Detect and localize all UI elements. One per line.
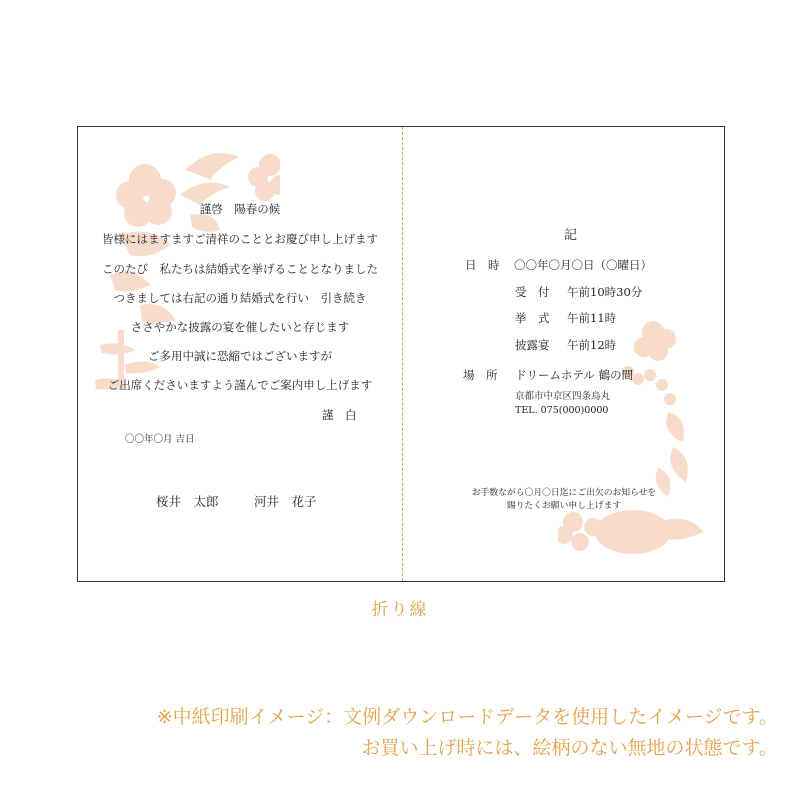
banquet-time: 午前12時 [567, 338, 617, 352]
date-value: 〇〇年〇月〇日（〇曜日） [514, 258, 652, 272]
body-line-2: このたび 私たちは結婚式を挙げることとなりました [102, 262, 378, 276]
body-line-5: ご多用中誠に恐縮ではございますが [148, 349, 332, 363]
fold-line [402, 127, 403, 581]
groom-name: 桜井 太郎 [156, 494, 219, 509]
bride-name: 河井 花子 [254, 494, 317, 509]
closing-phrase: 謹 白 [322, 408, 357, 422]
invitation-card [77, 126, 725, 582]
details-heading: 記 [564, 228, 578, 243]
body-line-6: ご出席くださいますよう謹んでご案内申し上げます [107, 378, 373, 392]
rsvp-line-2: 賜りたくお願い申し上げます [506, 501, 622, 511]
decorative-pattern-right [558, 317, 708, 562]
body-line-4: ささやかな披露の宴を催したいと存じます [130, 320, 350, 334]
reception-label: 受 付 [515, 285, 550, 299]
banquet-label: 披露宴 [515, 338, 550, 352]
ceremony-time: 午前11時 [567, 311, 617, 325]
reception-time: 午前10時30分 [567, 285, 643, 299]
venue-label: 場 所 [463, 368, 498, 382]
ceremony-label: 挙 式 [515, 311, 550, 325]
rsvp-line-1: お手数ながら〇月〇日迄にご出欠のお知らせを [471, 488, 657, 498]
fold-line-label: 折り線 [371, 600, 429, 620]
body-line-1: 皆様にはますますご清祥のこととお慶び申し上げます [102, 232, 378, 246]
date-label: 日 時 [465, 258, 500, 272]
venue-tel: TEL. 075(000)0000 [515, 405, 609, 416]
body-line-3: つきましては右記の通り結婚式を行い 引き続き [113, 291, 367, 305]
opening-greeting: 謹啓 陽春の候 [199, 202, 281, 216]
notice-line-1: ※中紙印刷イメージ：文例ダウンロードデータを使用したイメージです。 [156, 706, 778, 728]
venue-address: 京都市中京区四条烏丸 [515, 391, 611, 402]
venue-name: ドリームホテル 鶴の間 [515, 368, 634, 382]
invitation-date: 〇〇年〇月 吉日 [125, 434, 195, 445]
notice-line-2: お買い上げ時には、絵柄のない無地の状態です。 [361, 737, 778, 759]
